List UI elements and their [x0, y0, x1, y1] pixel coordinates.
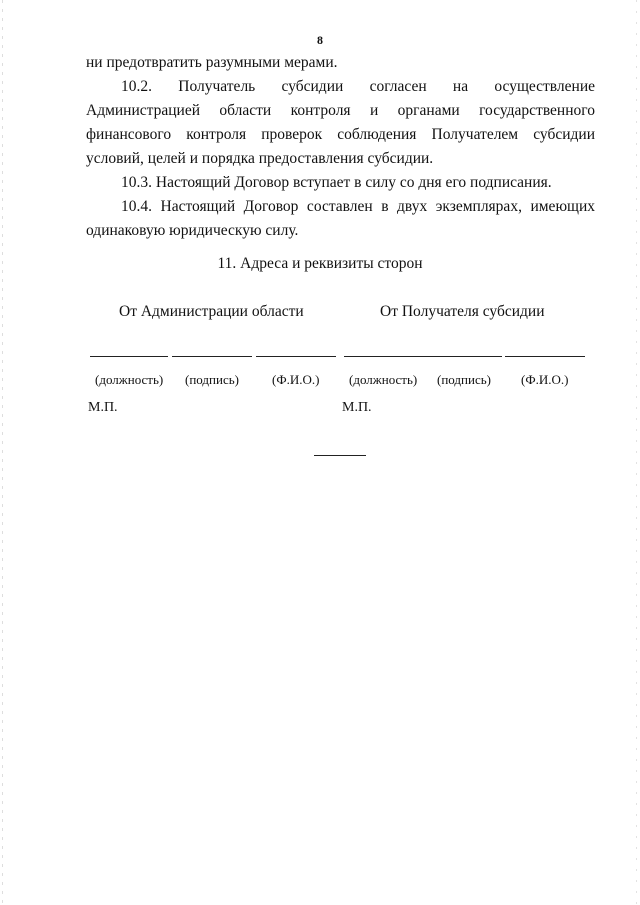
- caption-recipient-signature: (подпись): [437, 372, 491, 387]
- signature-line-recipient-signature: [432, 356, 502, 357]
- contract-body: [86, 51, 595, 243]
- caption-admin-position: (должность): [95, 372, 164, 387]
- signature-line-admin-signature: [172, 356, 252, 357]
- caption-recipient-name: (Ф.И.О.): [521, 372, 569, 387]
- end-of-document-line: [314, 455, 366, 456]
- caption-recipient-position: (должность): [349, 372, 418, 387]
- scan-edge-left: [2, 0, 3, 905]
- paragraph-10-2: 10.2. Получатель субсидии согласен на осуществление Администрацией области контроля и органами государственного финансового контроля проверок соблюдения Получателем субсидии условий, целей и порядка предоставления субсидии.: [86, 78, 595, 167]
- page-number: 8: [317, 33, 323, 47]
- scan-edge-right: [636, 0, 637, 905]
- paragraph-10-3: 10.3. Настоящий Договор вступает в силу со дня его подписания.: [121, 174, 552, 191]
- stamp-place-admin: М.П.: [88, 400, 118, 415]
- party-administration: От Администрации области: [119, 303, 304, 320]
- signature-line-recipient-name: [505, 356, 585, 357]
- caption-admin-name: (Ф.И.О.): [272, 372, 320, 387]
- party-recipient: От Получателя субсидии: [380, 303, 545, 320]
- signature-line-recipient-position: [344, 356, 432, 357]
- stamp-place-recipient: М.П.: [342, 400, 372, 415]
- paragraph-continuation: ни предотвратить разумными мерами.: [86, 54, 338, 71]
- caption-admin-signature: (подпись): [185, 372, 239, 387]
- section-title: 11. Адреса и реквизиты сторон: [217, 255, 423, 272]
- signature-line-admin-name: [256, 356, 336, 357]
- signature-line-admin-position: [90, 356, 168, 357]
- paragraph-10-4: 10.4. Настоящий Договор составлен в двух экземплярах, имеющих одинаковую юридическую силу.: [86, 198, 595, 239]
